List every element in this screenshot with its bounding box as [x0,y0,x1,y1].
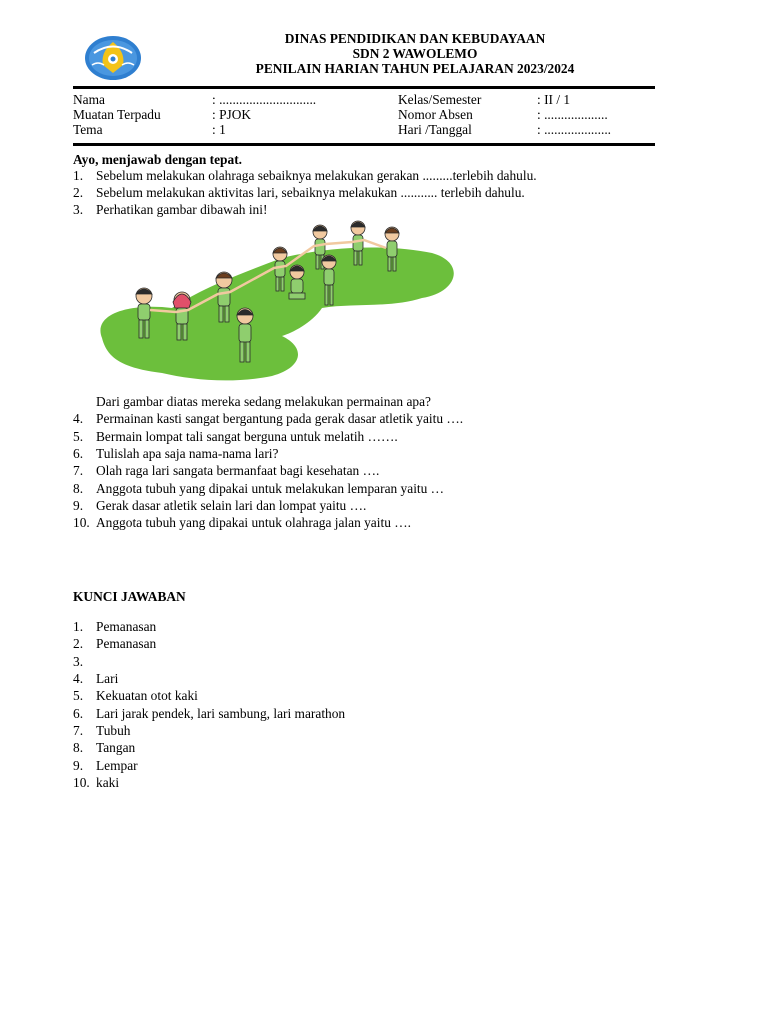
info-value-tanggal: : .................... [537,122,612,137]
answer-text: Lari [96,671,119,686]
answer-1 [73,618,156,635]
info-label-kelas: Kelas/Semester [398,92,482,107]
question-1 [73,167,537,184]
question-text: Bermain lompat tali sangat berguna untuk melatih ……. [96,429,398,444]
question-6 [73,445,278,462]
answer-number: 5. [73,688,84,703]
children-circle-game-illustration [92,218,462,384]
question-number: 9. [73,498,84,513]
answer-2 [73,635,156,652]
question-text: Gerak dasar atletik selain lari dan lompat yaitu …. [96,498,367,513]
header-agency: DINAS PENDIDIKAN DAN KEBUDAYAAN [284,31,546,46]
question-2 [73,184,525,201]
question-number: 8. [73,481,84,496]
question-text: Permainan kasti sangat bergantung pada gerak dasar atletik yaitu …. [96,411,464,426]
instruction: Ayo, menjawab dengan tepat. [73,152,242,167]
question-number: 7. [73,463,84,478]
question-3-followup [73,393,431,410]
question-text: Tulislah apa saja nama-nama lari? [96,446,279,461]
answer-number: 6. [73,706,84,721]
question-number: 4. [73,411,84,426]
question-text: Olah raga lari sangata bermanfaat bagi kesehatan …. [96,463,380,478]
answer-text: Pemanasan [96,636,157,651]
header-school: SDN 2 WAWOLEMO [352,46,478,61]
answer-text: Pemanasan [96,619,157,634]
answer-8 [73,739,135,756]
info-label-tema: Tema [73,122,103,137]
question-number: 5. [73,429,84,444]
answer-number: 3. [73,654,84,669]
answer-3 [73,653,96,670]
question-text: Dari gambar diatas mereka sedang melakukan permainan apa? [96,394,431,409]
answer-number: 2. [73,636,84,651]
answer-6 [73,705,345,722]
question-text: Perhatikan gambar dibawah ini! [96,202,268,217]
header-rule-top [73,86,655,89]
question-10 [73,514,411,531]
answer-text: Kekuatan otot kaki [96,688,198,703]
question-text: Sebelum melakukan olahraga sebaiknya melakukan gerakan .........terlebih dahulu. [96,168,537,183]
question-9 [73,497,366,514]
answer-10 [73,774,119,791]
info-value-muatan: : PJOK [212,107,252,122]
answer-text: Lempar [96,758,138,773]
answer-5 [73,687,198,704]
info-label-tanggal: Hari /Tanggal [398,122,472,137]
info-value-absen: : ................... [537,107,608,122]
info-value-nama: : ............................. [212,92,317,107]
header-rule-bottom [73,143,655,146]
question-text: Anggota tubuh yang dipakai untuk olahraga jalan yaitu …. [96,515,411,530]
answer-number: 1. [73,619,84,634]
info-label-muatan: Muatan Terpadu [73,107,161,122]
question-7 [73,462,379,479]
question-number: 6. [73,446,84,461]
tut-wuri-handayani-logo [84,35,142,81]
answer-7 [73,722,131,739]
question-number: 10. [73,515,90,530]
answer-4 [73,670,118,687]
question-8 [73,480,444,497]
answer-text: Tangan [96,740,136,755]
question-number: 1. [73,168,84,183]
answer-number: 8. [73,740,84,755]
answer-number: 9. [73,758,84,773]
question-5 [73,428,398,445]
info-label-nama: Nama [73,92,105,107]
header-exam-title: PENILAIN HARIAN TAHUN PELAJARAN 2023/2024 [255,61,575,76]
info-value-tema: : 1 [212,122,226,137]
answer-number: 7. [73,723,84,738]
info-value-kelas: : II / 1 [537,92,571,107]
answer-9 [73,757,138,774]
info-label-absen: Nomor Absen [398,107,473,122]
answer-number: 4. [73,671,84,686]
answer-text: kaki [96,775,120,790]
question-4 [73,410,463,427]
question-3 [73,201,267,218]
answer-text: Tubuh [96,723,131,738]
answer-key-title: KUNCI JAWABAN [73,589,186,604]
question-number: 3. [73,202,84,217]
question-text: Anggota tubuh yang dipakai untuk melakukan lemparan yaitu … [96,481,445,496]
question-number: 2. [73,185,84,200]
question-text: Sebelum melakukan aktivitas lari, sebaiknya melakukan ........... terlebih dahulu. [96,185,525,200]
answer-number: 10. [73,775,90,790]
answer-text: Lari jarak pendek, lari sambung, lari marathon [96,706,346,721]
